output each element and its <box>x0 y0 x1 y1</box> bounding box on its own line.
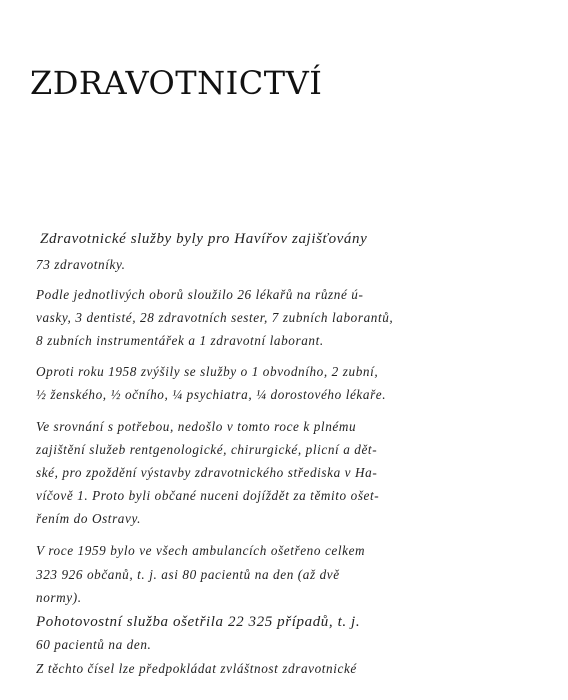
text-line: Z těchto čísel lze předpokládat zvláštnost zdravotnické <box>36 661 357 676</box>
text-line: Zdravotnické služby byly pro Havířov zajišťovány <box>40 231 368 247</box>
text-line: řením do Ostravy. <box>36 511 142 526</box>
text-line: 8 zubních instrumentářek a 1 zdravotní laborant. <box>36 333 324 348</box>
text-line: 323 926 občanů, t. j. asi 80 pacientů na den (až dvě <box>36 567 340 582</box>
text-line: Oproti roku 1958 zvýšily se služby o 1 obvodního, 2 zubní, <box>36 364 379 379</box>
text-line: vasky, 3 dentisté, 28 zdravotních sester, 7 zubních laborantů, <box>36 310 394 325</box>
text-line: Pohotovostní služba ošetřila 22 325 případů, t. j. <box>36 614 361 630</box>
text-line: 73 zdravotníky. <box>36 257 126 272</box>
text-line: Podle jednotlivých oborů sloužilo 26 lékařů na různé ú- <box>36 287 364 302</box>
page-title: ZDRAVOTNICTVÍ <box>30 64 323 102</box>
text-line: Ve srovnání s potřebou, nedošlo v tomto roce k plnému <box>36 419 357 434</box>
text-line: víčově 1. Proto byli občané nuceni dojíždět za těmito ošet- <box>36 488 380 503</box>
text-line: ½ ženského, ½ očního, ¼ psychiatra, ¼ dorostového lékaře. <box>36 387 387 402</box>
text-line: 60 pacientů na den. <box>36 637 152 652</box>
text-line: zajištění služeb rentgenologické, chirurgické, plicní a dět- <box>36 442 378 457</box>
text-line: V roce 1959 bylo ve všech ambulancích ošetřeno celkem <box>36 543 366 558</box>
text-line: ské, pro zpoždění výstavby zdravotnického střediska v Ha- <box>36 465 378 480</box>
text-line: normy). <box>36 590 82 605</box>
